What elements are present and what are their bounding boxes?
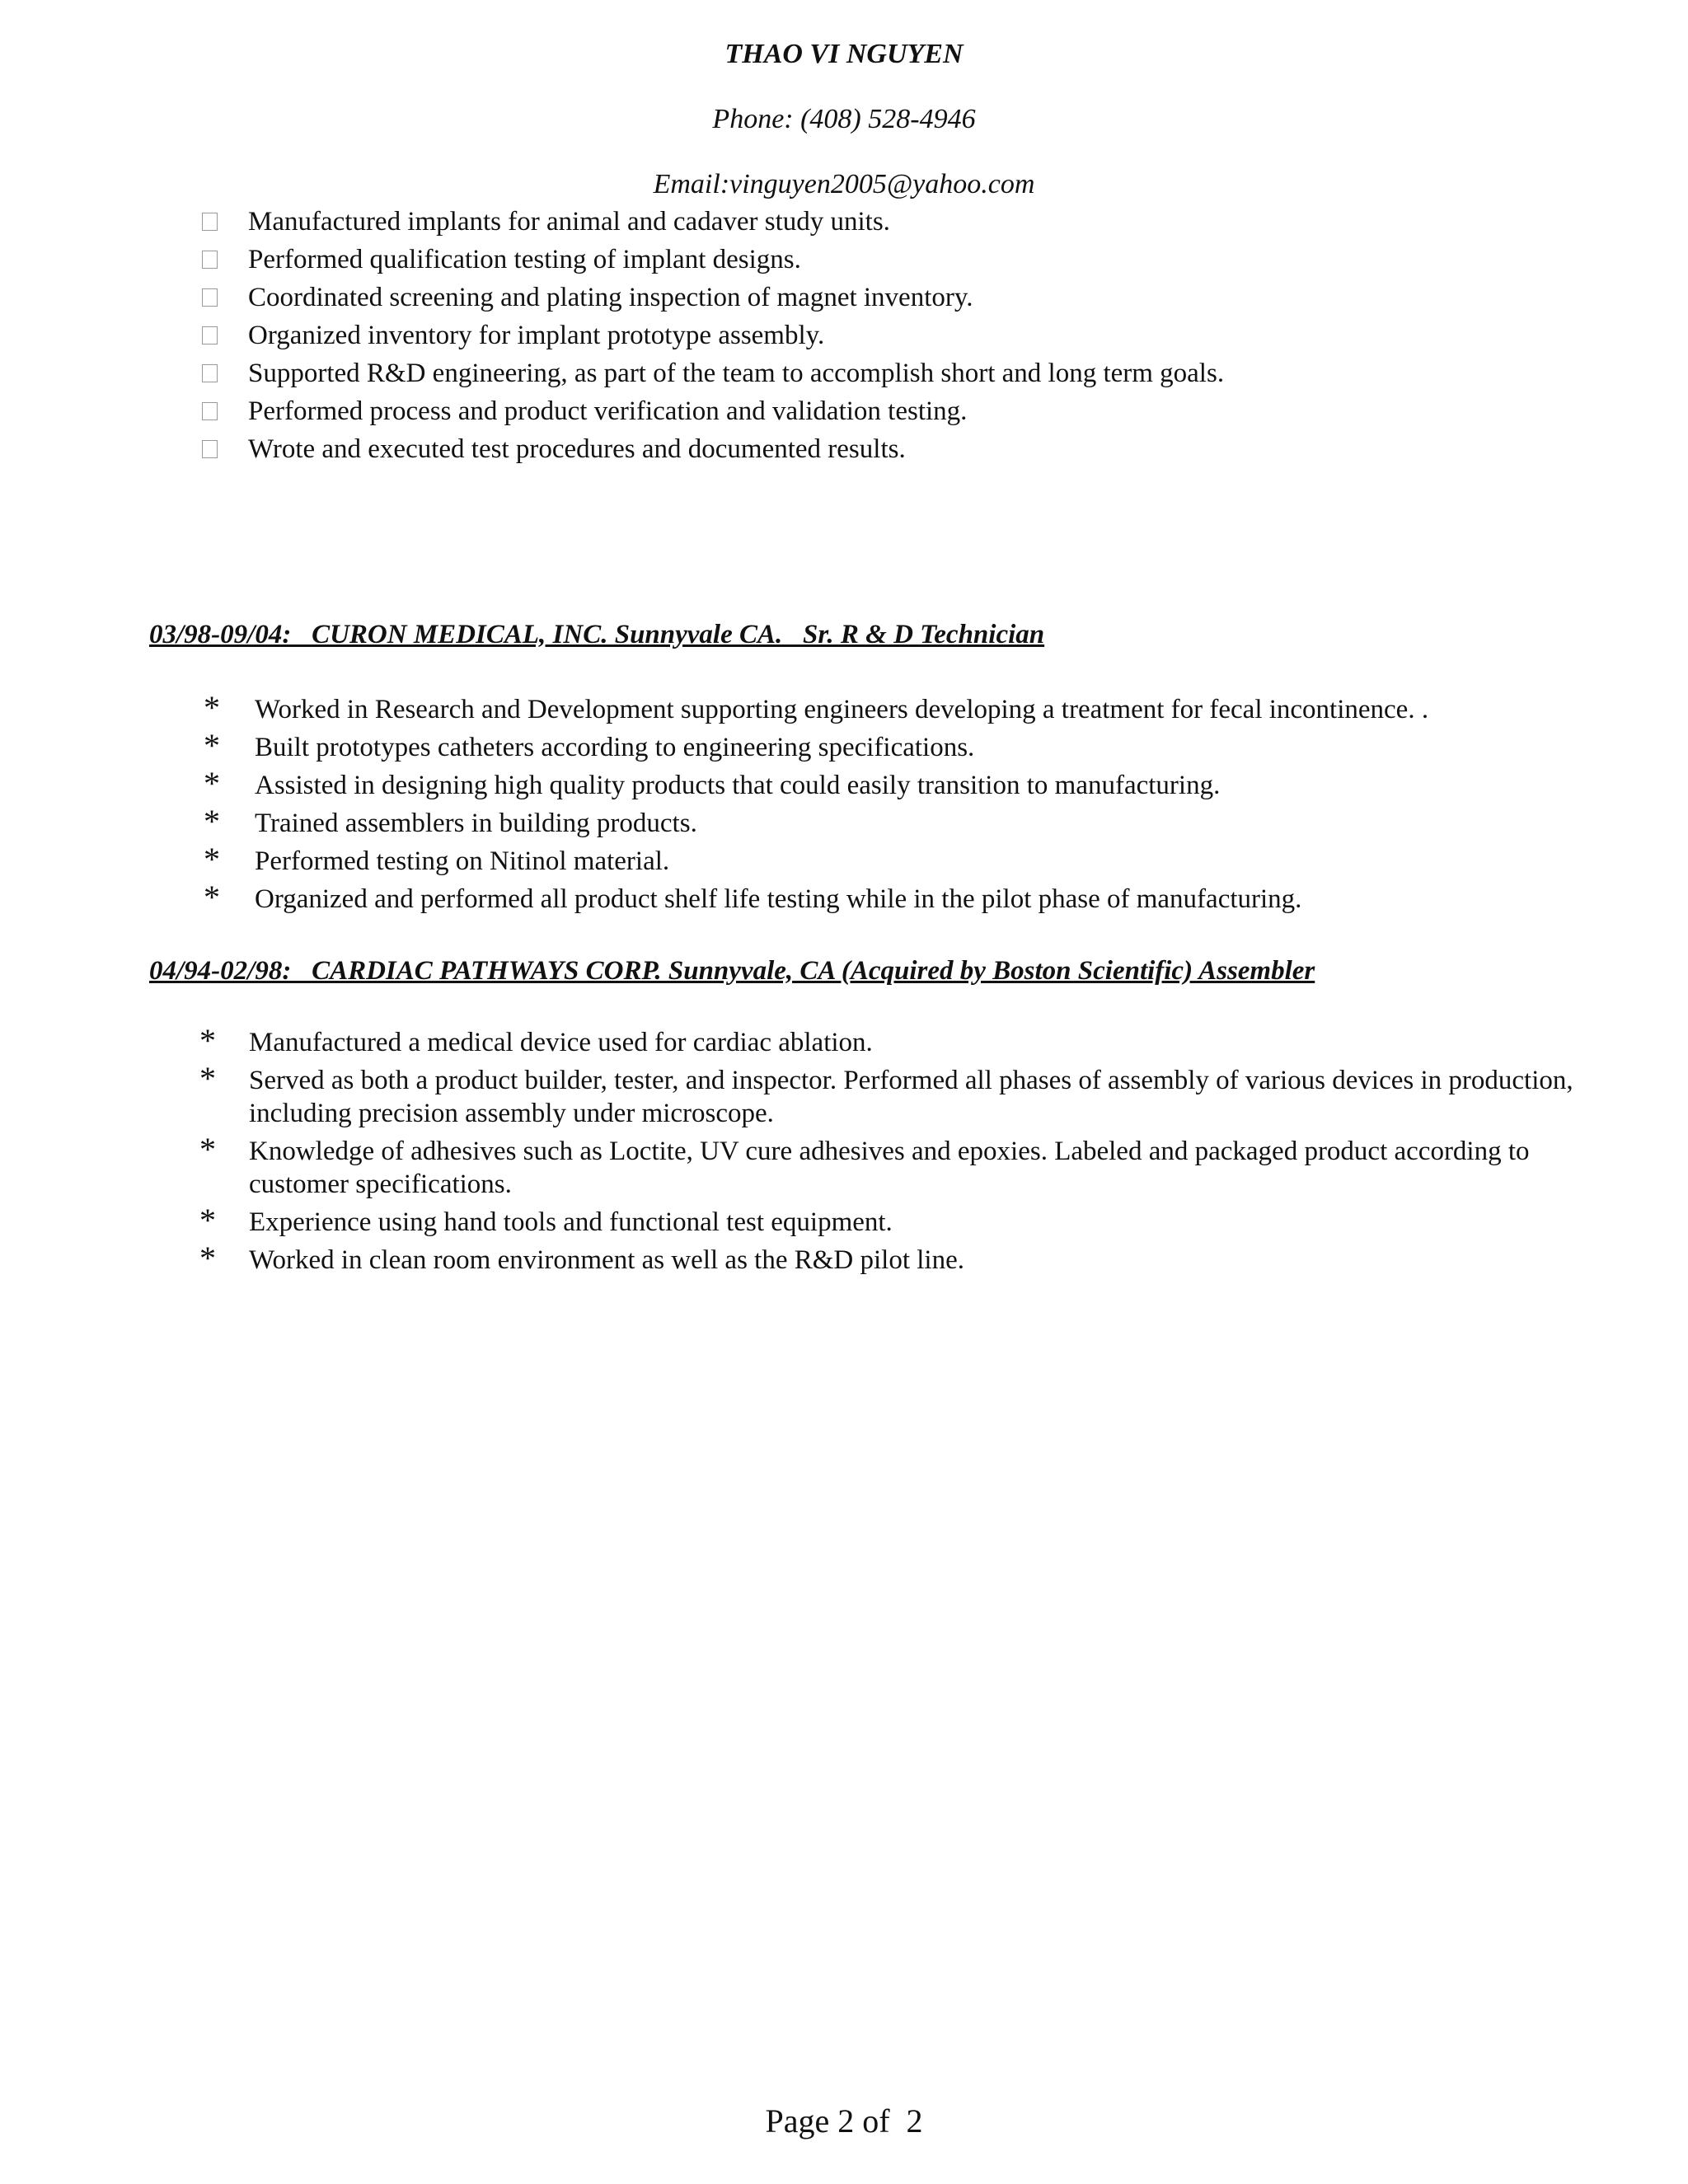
asterisk-bullet-icon: * xyxy=(204,841,220,878)
list-item: Supported R&D engineering, as part of the team to accomplish short and long term goals. xyxy=(202,354,1603,392)
asterisk-bullet-icon: * xyxy=(204,765,220,802)
list-item: * Built prototypes catheters according to engineering specifications. xyxy=(204,727,975,764)
list-item: * Performed testing on Nitinol material. xyxy=(204,841,670,878)
page-number-footer: Page 2 of 2 xyxy=(765,2102,923,2139)
checkbox-bullet-icon xyxy=(202,440,218,458)
asterisk-bullet-icon: * xyxy=(199,1240,216,1277)
list-item: Organized inventory for implant prototype assembly. xyxy=(202,316,1603,354)
list-item: * Assisted in designing high quality products that could easily transition to manufacturing. xyxy=(204,765,1221,802)
list-item: * Experience using hand tools and functional test equipment. xyxy=(199,1202,893,1239)
list-item: * Organized and performed all product shelf life testing while in the pilot phase of manufacturing. xyxy=(204,879,1302,916)
list-item: Manufactured implants for animal and cadaver study units. xyxy=(202,203,1603,241)
asterisk-bullet-icon: * xyxy=(204,803,220,840)
asterisk-bullet-icon: * xyxy=(204,727,220,764)
checkbox-bullet-icon xyxy=(202,402,218,420)
asterisk-bullet-icon: * xyxy=(199,1022,216,1059)
previous-job-bullet-list xyxy=(202,203,1603,468)
list-item: * Worked in Research and Development supporting engineers developing a treatment for fecal incontinence. . xyxy=(204,689,1429,726)
list-item: * Trained assemblers in building products. xyxy=(204,803,697,840)
asterisk-bullet-icon: * xyxy=(204,689,220,726)
job-heading-curon-medical: 03/98-09/04: CURON MEDICAL, INC. Sunnyvale CA. Sr. R & D Technician xyxy=(149,620,1045,649)
list-item: * Served as both a product builder, tester, and inspector. Performed all phases of assembly of various devices in production, including precision assembly under microscope. xyxy=(199,1060,1573,1128)
list-item: Performed process and product verification and validation testing. xyxy=(202,392,1603,430)
phone-line: Phone: (408) 528-4946 xyxy=(712,104,976,134)
checkbox-bullet-icon xyxy=(202,213,218,231)
asterisk-bullet-icon: * xyxy=(204,879,220,916)
cardiac-pathways-bullet-list xyxy=(199,1022,1584,1282)
curon-medical-bullet-list xyxy=(204,691,1605,918)
list-item: Performed qualification testing of implant designs. xyxy=(202,241,1603,279)
list-item: Wrote and executed test procedures and documented results. xyxy=(202,430,1603,468)
checkbox-bullet-icon xyxy=(202,364,218,382)
list-item: * Manufactured a medical device used for cardiac ablation. xyxy=(199,1022,873,1059)
asterisk-bullet-icon: * xyxy=(199,1202,216,1239)
email-line: Email:vinguyen2005@yahoo.com xyxy=(653,169,1035,199)
list-item: Coordinated screening and plating inspection of magnet inventory. xyxy=(202,279,1603,316)
job-heading-cardiac-pathways: 04/94-02/98: CARDIAC PATHWAYS CORP. Sunnyvale, CA (Acquired by Boston Scientific) Assembler xyxy=(149,956,1315,986)
checkbox-bullet-icon xyxy=(202,251,218,269)
asterisk-bullet-icon: * xyxy=(199,1131,216,1168)
list-item: * Worked in clean room environment as well as the R&D pilot line. xyxy=(199,1240,964,1277)
asterisk-bullet-icon: * xyxy=(199,1060,216,1097)
checkbox-bullet-icon xyxy=(202,288,218,307)
candidate-name: THAO VI NGUYEN xyxy=(724,39,964,69)
checkbox-bullet-icon xyxy=(202,326,218,344)
list-item: * Knowledge of adhesives such as Loctite, UV cure adhesives and epoxies. Labeled and packaged product according to customer specifications. xyxy=(199,1131,1530,1199)
